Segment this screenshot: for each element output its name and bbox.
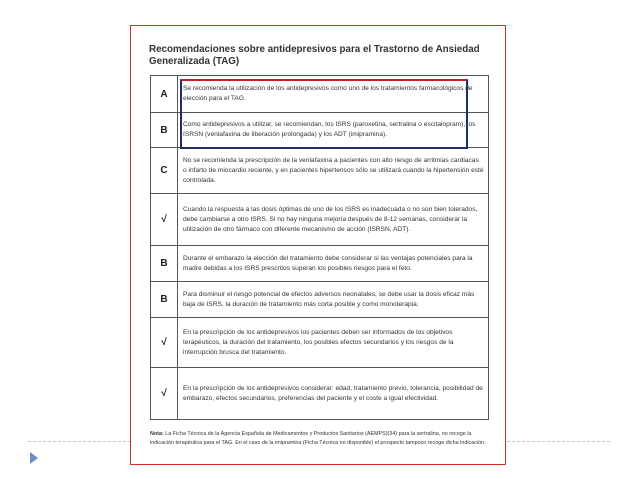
recommendation-text: En la prescripción de los antidepresivos considerar: edad, tratamiento previo, tolerancia, posibilidad de embarazo, efectos secundarios, preferencias del paciente y el coste a igual efectividad. <box>178 368 489 420</box>
grade-cell: √ <box>151 368 178 420</box>
recommendation-text: No se recomienda la prescripción de la venlafaxina a pacientes con alto riesgo de arritmias cardiacas o infarto de miocardio reciente, y en pacientes hipertensos sólo se utilizará cuando la hipertensión esté controlada. <box>178 148 489 194</box>
table-row <box>151 76 489 113</box>
document-title: Recomendaciones sobre antidepresivos para el Trastorno de Ansiedad Generalizada (TAG) <box>149 44 480 67</box>
grade-cell: A <box>151 76 178 113</box>
grade-cell: B <box>151 282 178 318</box>
grade-cell: √ <box>151 194 178 246</box>
grade-cell: B <box>151 246 178 282</box>
recommendation-text: Se recomienda la utilización de los antidepresivos como uno de los tratamientos farmacológicos de elección para el TAG. <box>178 76 489 113</box>
grade-cell: √ <box>151 318 178 368</box>
table-row <box>151 113 489 148</box>
table-row <box>151 246 489 282</box>
footnote-label: Nota: <box>150 431 164 437</box>
table-row <box>151 318 489 368</box>
recommendation-text: Cuando la respuesta a las dosis óptimas de uno de los ISRS es inadecuada o no son bien tolerados, debe cambiarse a otro ISRS. Si no hay ninguna mejoría después de 8-12 semanas, considerar la utilización de otro fármaco con diferente mecanismo de acción (ISRSN, ADT). <box>178 194 489 246</box>
grade-cell: B <box>151 113 178 148</box>
table-row <box>151 368 489 420</box>
table-row <box>151 194 489 246</box>
recommendation-text: En la prescripción de los antidepresivos los pacientes deben ser informados de los objetivos terapéuticos, la duración del tratamiento, los posibles efectos secundarios y los riesgos de la interrupción brusca del tratamiento. <box>178 318 489 368</box>
recommendations-table <box>150 75 489 420</box>
footnote-text: La Ficha Técnica de la Agencia Española de Medicamentos y Productos Sanitarios (AEMPS)(34) para la sertralina, no recoge la indicación terapéutica para el TAG. En el caso de la imipramina (Ficha Técnica no disponible) el prospecto tampoco recoge dicha indicación. <box>150 431 486 446</box>
recommendation-text: Como antidepresivos a utilizar, se recomiendan, los ISRS (paroxetina, sertralina o escitalopram), los ISRSN (venlafaxina de liberación prolongada) y los ADT (imipramina). <box>178 113 489 148</box>
table-row <box>151 282 489 318</box>
footnote <box>150 430 490 447</box>
table-row <box>151 148 489 194</box>
slide-bullet-icon <box>30 452 38 464</box>
recommendation-text: Durante el embarazo la elección del tratamiento debe considerar si las ventajas potenciales para la madre debidas a los ISRS prescritos superan los posibles riesgos para el feto. <box>178 246 489 282</box>
grade-cell: C <box>151 148 178 194</box>
recommendation-text: Para disminuir el riesgo potencial de efectos adversos neonatales, se debe usar la dosis eficaz más baja de ISRS, la duración de tratamiento más corta posible y como monoterapia. <box>178 282 489 318</box>
